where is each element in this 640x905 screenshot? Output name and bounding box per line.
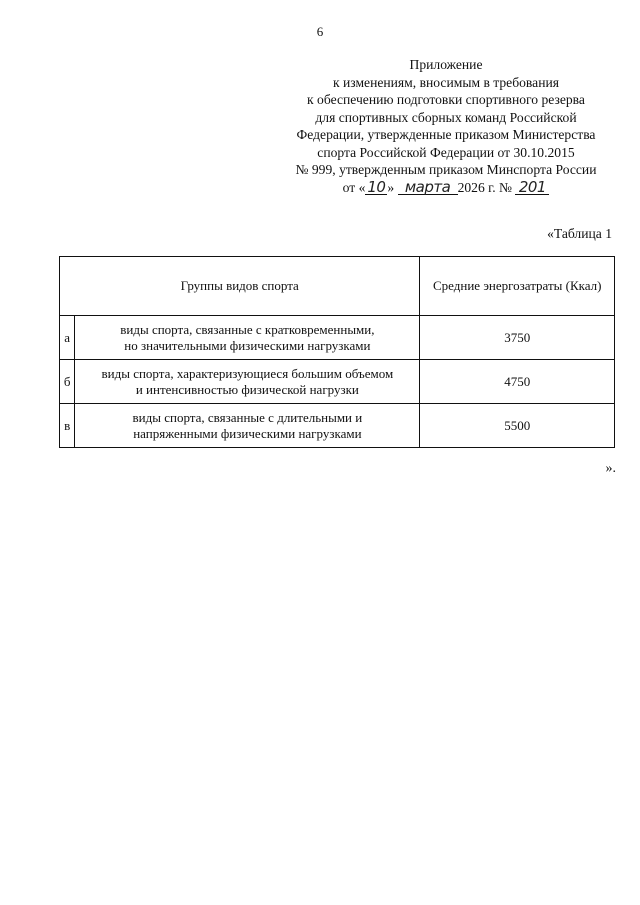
- date-day-close: »: [387, 179, 395, 195]
- row-description: [75, 316, 420, 360]
- header-energy: [420, 257, 615, 316]
- appendix-line: Приложение: [409, 57, 483, 72]
- row-letter: в: [60, 404, 75, 448]
- handwritten-order-number: 201: [515, 180, 549, 195]
- row-desc-line: и интенсивностью физической нагрузки: [135, 381, 359, 397]
- table-row: [60, 316, 615, 360]
- row-description: [75, 360, 420, 404]
- appendix-line: к обеспечению подготовки спортивного резерва: [307, 92, 585, 107]
- energy-expenditure-table: [59, 256, 615, 448]
- row-desc-line: виды спорта, характеризующиеся большим объемом: [101, 365, 394, 381]
- table-caption: «Таблица 1: [547, 226, 612, 241]
- table-row: [60, 360, 615, 404]
- appendix-header: [262, 56, 630, 196]
- row-desc-line: напряженными физическими нагрузками: [133, 425, 362, 441]
- row-letter: б: [60, 360, 75, 404]
- closing-quote: ».: [605, 461, 616, 476]
- row-value: 4750: [420, 360, 615, 404]
- header-energy-text: Средние энергозатраты (Ккал): [433, 278, 602, 293]
- order-date-line: [262, 179, 630, 197]
- row-desc-line: виды спорта, связанные с длительными и: [132, 409, 363, 425]
- handwritten-month: марта: [398, 180, 458, 195]
- page-number: 6: [316, 24, 324, 39]
- date-prefix: от «: [342, 179, 366, 195]
- table-row: [60, 404, 615, 448]
- table-header-row: [60, 257, 615, 316]
- row-value: 5500: [420, 404, 615, 448]
- appendix-line: для спортивных сборных команд Российской: [315, 109, 577, 125]
- row-letter: а: [60, 316, 75, 360]
- appendix-line: к изменениям, вносимым в требования: [332, 74, 560, 90]
- appendix-line: спорта Российской Федерации от 30.10.2015: [317, 144, 575, 160]
- handwritten-day: 10: [367, 177, 386, 196]
- date-year: 2026 г. №: [457, 179, 512, 195]
- appendix-line: № 999, утвержденным приказом Минспорта России: [295, 162, 597, 177]
- row-desc-line: но значительными физическими нагрузками: [124, 337, 371, 353]
- row-desc-line: виды спорта, связанные с кратковременными,: [120, 321, 375, 337]
- row-description: [75, 404, 420, 448]
- appendix-line: Федерации, утвержденные приказом Министерства: [296, 127, 596, 142]
- row-value: 3750: [420, 316, 615, 360]
- header-sport-groups: Группы видов спорта: [60, 257, 420, 316]
